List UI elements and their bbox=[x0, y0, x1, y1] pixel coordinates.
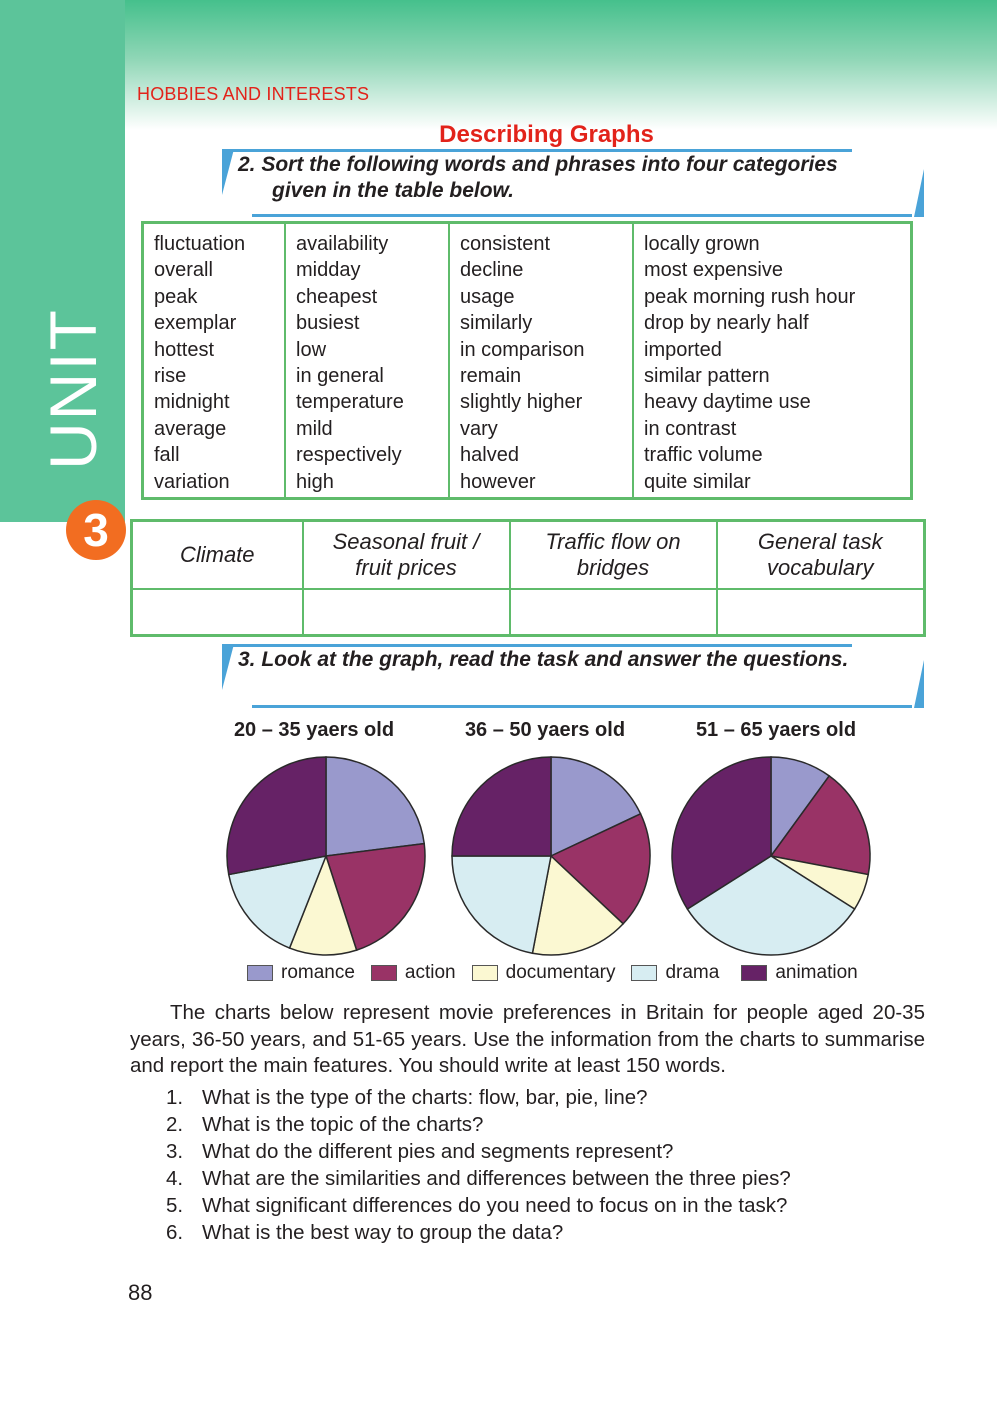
category-header-climate: Climate bbox=[132, 521, 303, 590]
question-item bbox=[166, 1084, 926, 1111]
pie-1-slice-animation bbox=[227, 757, 326, 875]
page-number: 88 bbox=[128, 1280, 153, 1305]
word-item: vary bbox=[460, 417, 498, 440]
question-text: What are the similarities and differences between the three pies? bbox=[202, 1167, 791, 1190]
chart-legend bbox=[247, 960, 874, 986]
question-number: 6. bbox=[166, 1221, 184, 1244]
legend-label: documentary bbox=[505, 962, 616, 983]
pie-title-3: 51 – 65 yaers old bbox=[695, 719, 857, 741]
question-text: What is the best way to group the data? bbox=[202, 1221, 564, 1244]
word-item: consistent bbox=[460, 233, 551, 255]
legend-item-drama bbox=[631, 962, 719, 984]
word-item: drop by nearly half bbox=[644, 312, 809, 335]
word-item: exemplar bbox=[154, 312, 237, 335]
section-title: Describing Graphs bbox=[439, 121, 654, 148]
word-item: variation bbox=[154, 470, 230, 493]
chapter-header: HOBBIES AND INTERESTS bbox=[137, 84, 370, 104]
word-item: fluctuation bbox=[154, 233, 246, 255]
task-3-instruction: 3. Look at the graph, read the task and answer the questions. bbox=[238, 648, 849, 671]
word-item: remain bbox=[460, 365, 522, 388]
word-item: most expensive bbox=[644, 259, 783, 282]
task-3-description: The charts below represent movie preferences in Britain for people aged 20-35 years, 36-50 years, and 51-65 years. Use the information from the charts to summarise and report the main features. You should write at least 150 words. bbox=[130, 1001, 925, 1077]
word-item: availability bbox=[296, 233, 389, 255]
word-item: similar pattern bbox=[644, 365, 770, 388]
word-item: peak morning rush hour bbox=[644, 285, 856, 308]
task-2-instruction: 2. Sort the following words and phrases into four categories given in the table below. bbox=[238, 153, 838, 202]
word-item: in contrast bbox=[644, 417, 737, 440]
word-item: rise bbox=[154, 365, 187, 388]
pie-2-slice-animation bbox=[452, 757, 551, 856]
question-item bbox=[166, 1138, 926, 1165]
word-item: imported bbox=[644, 338, 722, 361]
word-item: midnight bbox=[154, 391, 230, 414]
question-item bbox=[166, 1111, 926, 1138]
question-text: What is the type of the charts: flow, bar, pie, line? bbox=[202, 1086, 648, 1109]
legend-swatch bbox=[371, 965, 397, 981]
word-item: traffic volume bbox=[644, 444, 763, 467]
question-text: What is the topic of the charts? bbox=[202, 1113, 484, 1136]
category-header-general: General task vocabulary bbox=[717, 521, 925, 590]
pie-title-1: 20 – 35 yaers old bbox=[233, 719, 395, 741]
word-item: heavy daytime use bbox=[644, 391, 811, 414]
word-item: similarly bbox=[460, 312, 533, 335]
word-item: fall bbox=[154, 444, 180, 467]
legend-swatch bbox=[741, 965, 767, 981]
word-item: in general bbox=[296, 365, 384, 388]
question-list bbox=[166, 1084, 926, 1246]
legend-label: animation bbox=[775, 962, 858, 983]
question-number: 1. bbox=[166, 1086, 184, 1109]
word-item: high bbox=[296, 470, 334, 493]
word-item: cheapest bbox=[296, 285, 378, 308]
word-item: decline bbox=[460, 259, 524, 282]
word-item: peak bbox=[154, 285, 198, 308]
word-item: midday bbox=[296, 259, 361, 282]
legend-label: romance bbox=[281, 962, 355, 983]
question-number: 4. bbox=[166, 1167, 184, 1190]
legend-label: drama bbox=[665, 962, 720, 983]
legend-swatch bbox=[247, 965, 273, 981]
word-item: low bbox=[296, 338, 327, 361]
legend-item-documentary bbox=[472, 962, 616, 984]
word-item: in comparison bbox=[460, 338, 585, 361]
category-header-traffic: Traffic flow on bridges bbox=[510, 521, 717, 590]
word-item: usage bbox=[460, 285, 515, 308]
word-item: however bbox=[460, 470, 536, 493]
question-number: 2. bbox=[166, 1113, 184, 1136]
legend-item-romance bbox=[247, 962, 355, 984]
word-item: hottest bbox=[154, 338, 215, 361]
legend-swatch bbox=[472, 965, 498, 981]
question-number: 3. bbox=[166, 1140, 184, 1163]
word-item: mild bbox=[296, 417, 333, 440]
unit-label: UNIT bbox=[36, 308, 110, 470]
legend-item-action bbox=[371, 962, 456, 984]
word-item: halved bbox=[460, 444, 519, 467]
question-text: What do the different pies and segments represent? bbox=[202, 1140, 674, 1163]
question-item bbox=[166, 1165, 926, 1192]
word-item: quite similar bbox=[644, 470, 751, 493]
legend-swatch bbox=[631, 965, 657, 981]
legend-item-animation bbox=[741, 962, 857, 984]
pie-1-slice-romance bbox=[326, 757, 424, 856]
word-item: overall bbox=[154, 259, 213, 282]
question-item bbox=[166, 1219, 926, 1246]
category-header-fruit: Seasonal fruit / fruit prices bbox=[303, 521, 510, 590]
word-item: average bbox=[154, 417, 227, 440]
word-item: locally grown bbox=[644, 233, 760, 255]
question-text: What significant differences do you need to focus on in the task? bbox=[202, 1194, 788, 1217]
word-item: temperature bbox=[296, 391, 404, 414]
word-item: respectively bbox=[296, 444, 402, 467]
word-item: slightly higher bbox=[460, 391, 583, 414]
word-item: busiest bbox=[296, 312, 360, 335]
unit-number-badge: 3 bbox=[66, 500, 126, 560]
legend-label: action bbox=[404, 962, 456, 983]
question-number: 5. bbox=[166, 1194, 184, 1217]
pie-title-2: 36 – 50 yaers old bbox=[464, 719, 626, 741]
question-item bbox=[166, 1192, 926, 1219]
